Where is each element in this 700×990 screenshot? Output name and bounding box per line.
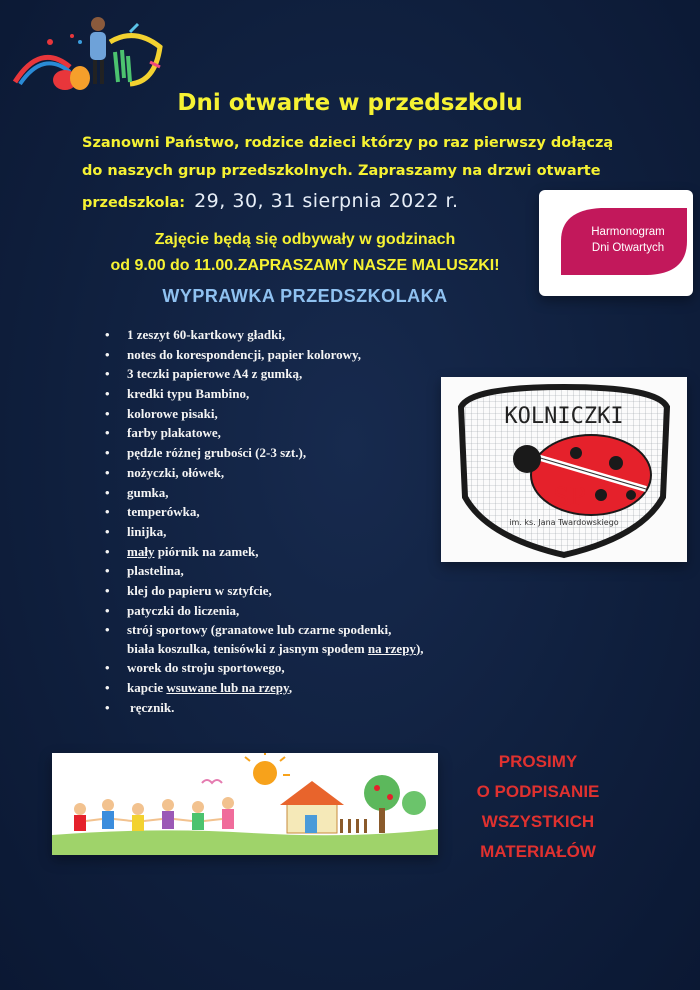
intro-line-2: do naszych grup przedszkolnych. Zapraszamy na drzwi otwarte — [82, 163, 601, 179]
bullet-icon: • — [105, 366, 110, 382]
bullet-icon: • — [105, 582, 110, 598]
logo-initials: SP — [553, 483, 586, 511]
bullet-icon: • — [105, 386, 110, 402]
list-item: • pędzle różnej grubości (2-3 szt.), — [103, 443, 424, 463]
note-line-2: O PODPISANIE — [476, 782, 600, 801]
bullet-icon: • — [105, 680, 110, 695]
list-item: • kolorowe pisaki, — [103, 404, 424, 424]
supplies-list — [103, 325, 424, 717]
bullet-icon: • — [105, 346, 110, 362]
list-item: • 1 zeszyt 60-kartkowy gładki, — [103, 325, 424, 345]
list-item: • mały piórnik na zamek, — [103, 542, 424, 562]
logo-name: KOLNICZKI — [504, 404, 624, 429]
list-item: • kapcie wsuwane lub na rzepy, — [103, 678, 424, 698]
intro-dates-prefix: przedszkola: — [82, 195, 186, 211]
open-days-dates: 29, 30, 31 sierpnia 2022 r. — [194, 190, 459, 212]
list-item: • nożyczki, ołówek, — [103, 463, 424, 483]
list-item: • strój sportowy (granatowe lub czarne spodenki, biała koszulka, tenisówki z jasnym spodem na rzepy), — [105, 622, 424, 657]
note-line-3: WSZYSTKICH — [481, 812, 595, 831]
harmonogram-card[interactable] — [539, 190, 693, 296]
hours-line-2: od 9.00 do 11.00.ZAPRASZAMY NASZE MALUSZKI! — [110, 257, 500, 274]
note-line-4: MATERIAŁÓW — [480, 842, 596, 861]
kindergarten-logo-card — [441, 377, 687, 562]
list-item: • worek do stroju sportowego, — [103, 658, 424, 678]
list-item: • ręcznik. — [103, 698, 424, 718]
list-item: • patyczki do liczenia, — [103, 601, 424, 621]
bullet-icon: • — [105, 425, 110, 441]
list-item: • 3 teczki papierowe A4 z gumką, — [103, 364, 424, 384]
logo-caption: im. ks. Jana Twardowskiego — [509, 518, 619, 527]
note-line-1: PROSIMY — [498, 752, 578, 771]
list-item: • plastelina, — [103, 561, 424, 581]
list-item: • farby plakatowe, — [103, 423, 424, 443]
page-title: Dni otwarte w przedszkolu — [177, 90, 523, 116]
section-heading: WYPRAWKA PRZEDSZKOLAKA — [162, 286, 448, 306]
bullet-icon: • — [105, 327, 110, 342]
list-item: • gumka, — [103, 483, 424, 503]
bullet-icon: • — [105, 660, 110, 676]
harmonogram-line-1: Harmonogram — [591, 226, 665, 238]
ladybug-crest-logo — [441, 377, 687, 562]
bullet-icon: • — [105, 523, 110, 539]
bullet-icon: • — [105, 504, 110, 520]
list-item: • notes do korespondencji, papier kolorowy, — [103, 345, 424, 365]
bullet-icon: • — [105, 563, 110, 579]
bullet-icon: • — [105, 484, 110, 500]
bullet-icon: • — [105, 622, 110, 638]
intro-line-3 — [82, 190, 459, 212]
bullet-icon: • — [105, 464, 110, 480]
bullet-icon: • — [105, 445, 110, 461]
list-item: • temperówka, — [103, 502, 424, 522]
bullet-icon: • — [105, 405, 110, 421]
list-item: • linijka, — [103, 522, 424, 542]
kids-illustration — [10, 12, 170, 97]
children-house-illustration — [52, 753, 438, 855]
harmonogram-line-2: Dni Otwartych — [591, 242, 665, 254]
bullet-icon: • — [105, 543, 110, 559]
intro-line-1: Szanowni Państwo, rodzice dzieci którzy po raz pierwszy dołączą — [82, 135, 614, 151]
bullet-icon: • — [105, 602, 110, 618]
list-item: • klej do papieru w sztyfcie, — [103, 581, 424, 601]
hours-line-1: Zajęcie będą się odbywały w godzinach — [154, 231, 456, 248]
bullet-icon: • — [105, 699, 110, 715]
list-item: • kredki typu Bambino, — [103, 384, 424, 404]
